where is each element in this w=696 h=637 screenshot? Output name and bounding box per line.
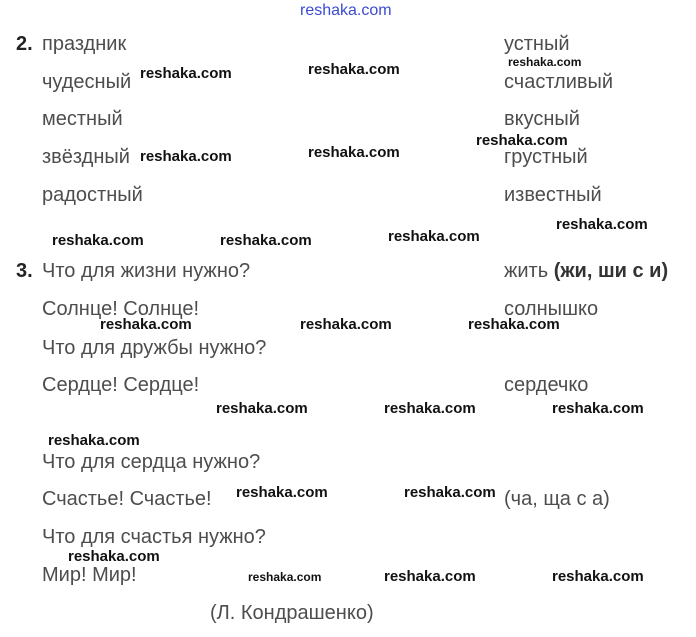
left-word: местный (42, 108, 123, 130)
watermark: reshaka.com (552, 568, 644, 585)
poem-line: Что для сердца нужно? (42, 451, 261, 473)
left-word: праздник (42, 33, 127, 55)
watermark: reshaka.com (552, 400, 644, 417)
word-solnyshko: солнышко (504, 298, 599, 320)
left-word: чудесный (42, 71, 132, 93)
right-word: счастливый (504, 71, 614, 93)
right-word: грустный (504, 146, 588, 168)
watermark: reshaka.com (48, 432, 140, 449)
watermark: reshaka.com (140, 65, 232, 82)
word-zhit: жить (жи, ши с и) (504, 260, 669, 282)
poem-line: Что для счастья нужно? (42, 526, 266, 548)
watermark: reshaka.com (300, 316, 392, 333)
poem-line: Что для дружбы нужно? (42, 337, 267, 359)
watermark: reshaka.com (388, 228, 480, 245)
poem-line: Мир! Мир! (42, 564, 137, 586)
poem-line: Солнце! Солнце! (42, 298, 200, 320)
watermark: reshaka.com (384, 568, 476, 585)
watermark: reshaka.com (308, 61, 400, 78)
right-word: устный (504, 33, 570, 55)
word-serdechko: сердечко (504, 374, 589, 396)
cha-scha-rule: (ча, ща с а) (504, 488, 610, 510)
task-2-number: 2. (16, 33, 33, 55)
poem-line: Счастье! Счастье! (42, 488, 212, 510)
watermark: reshaka.com (556, 216, 648, 233)
watermark: reshaka.com (248, 570, 322, 584)
task-3-number: 3. (16, 260, 33, 282)
right-word: известный (504, 184, 602, 206)
watermark: reshaka.com (236, 484, 328, 501)
watermark: reshaka.com (140, 148, 232, 165)
author: (Л. Кондрашенко) (210, 602, 374, 624)
left-word: радостный (42, 184, 143, 206)
watermark: reshaka.com (100, 316, 192, 333)
poem-line: Сердце! Сердце! (42, 374, 200, 396)
poem-line: Что для жизни нужно? (42, 260, 251, 282)
watermark: reshaka.com (468, 316, 560, 333)
site-header-watermark: reshaka.com (300, 2, 392, 19)
watermark: reshaka.com (508, 55, 582, 69)
watermark: reshaka.com (308, 144, 400, 161)
watermark: reshaka.com (384, 400, 476, 417)
watermark: reshaka.com (52, 232, 144, 249)
watermark: reshaka.com (216, 400, 308, 417)
zhi-shi-rule: (жи, ши с и) (553, 260, 669, 282)
watermark: reshaka.com (220, 232, 312, 249)
right-word: вкусный (504, 108, 580, 130)
watermark: reshaka.com (404, 484, 496, 501)
left-word: звёздный (42, 146, 130, 168)
watermark: reshaka.com (476, 132, 568, 149)
watermark: reshaka.com (68, 548, 160, 565)
